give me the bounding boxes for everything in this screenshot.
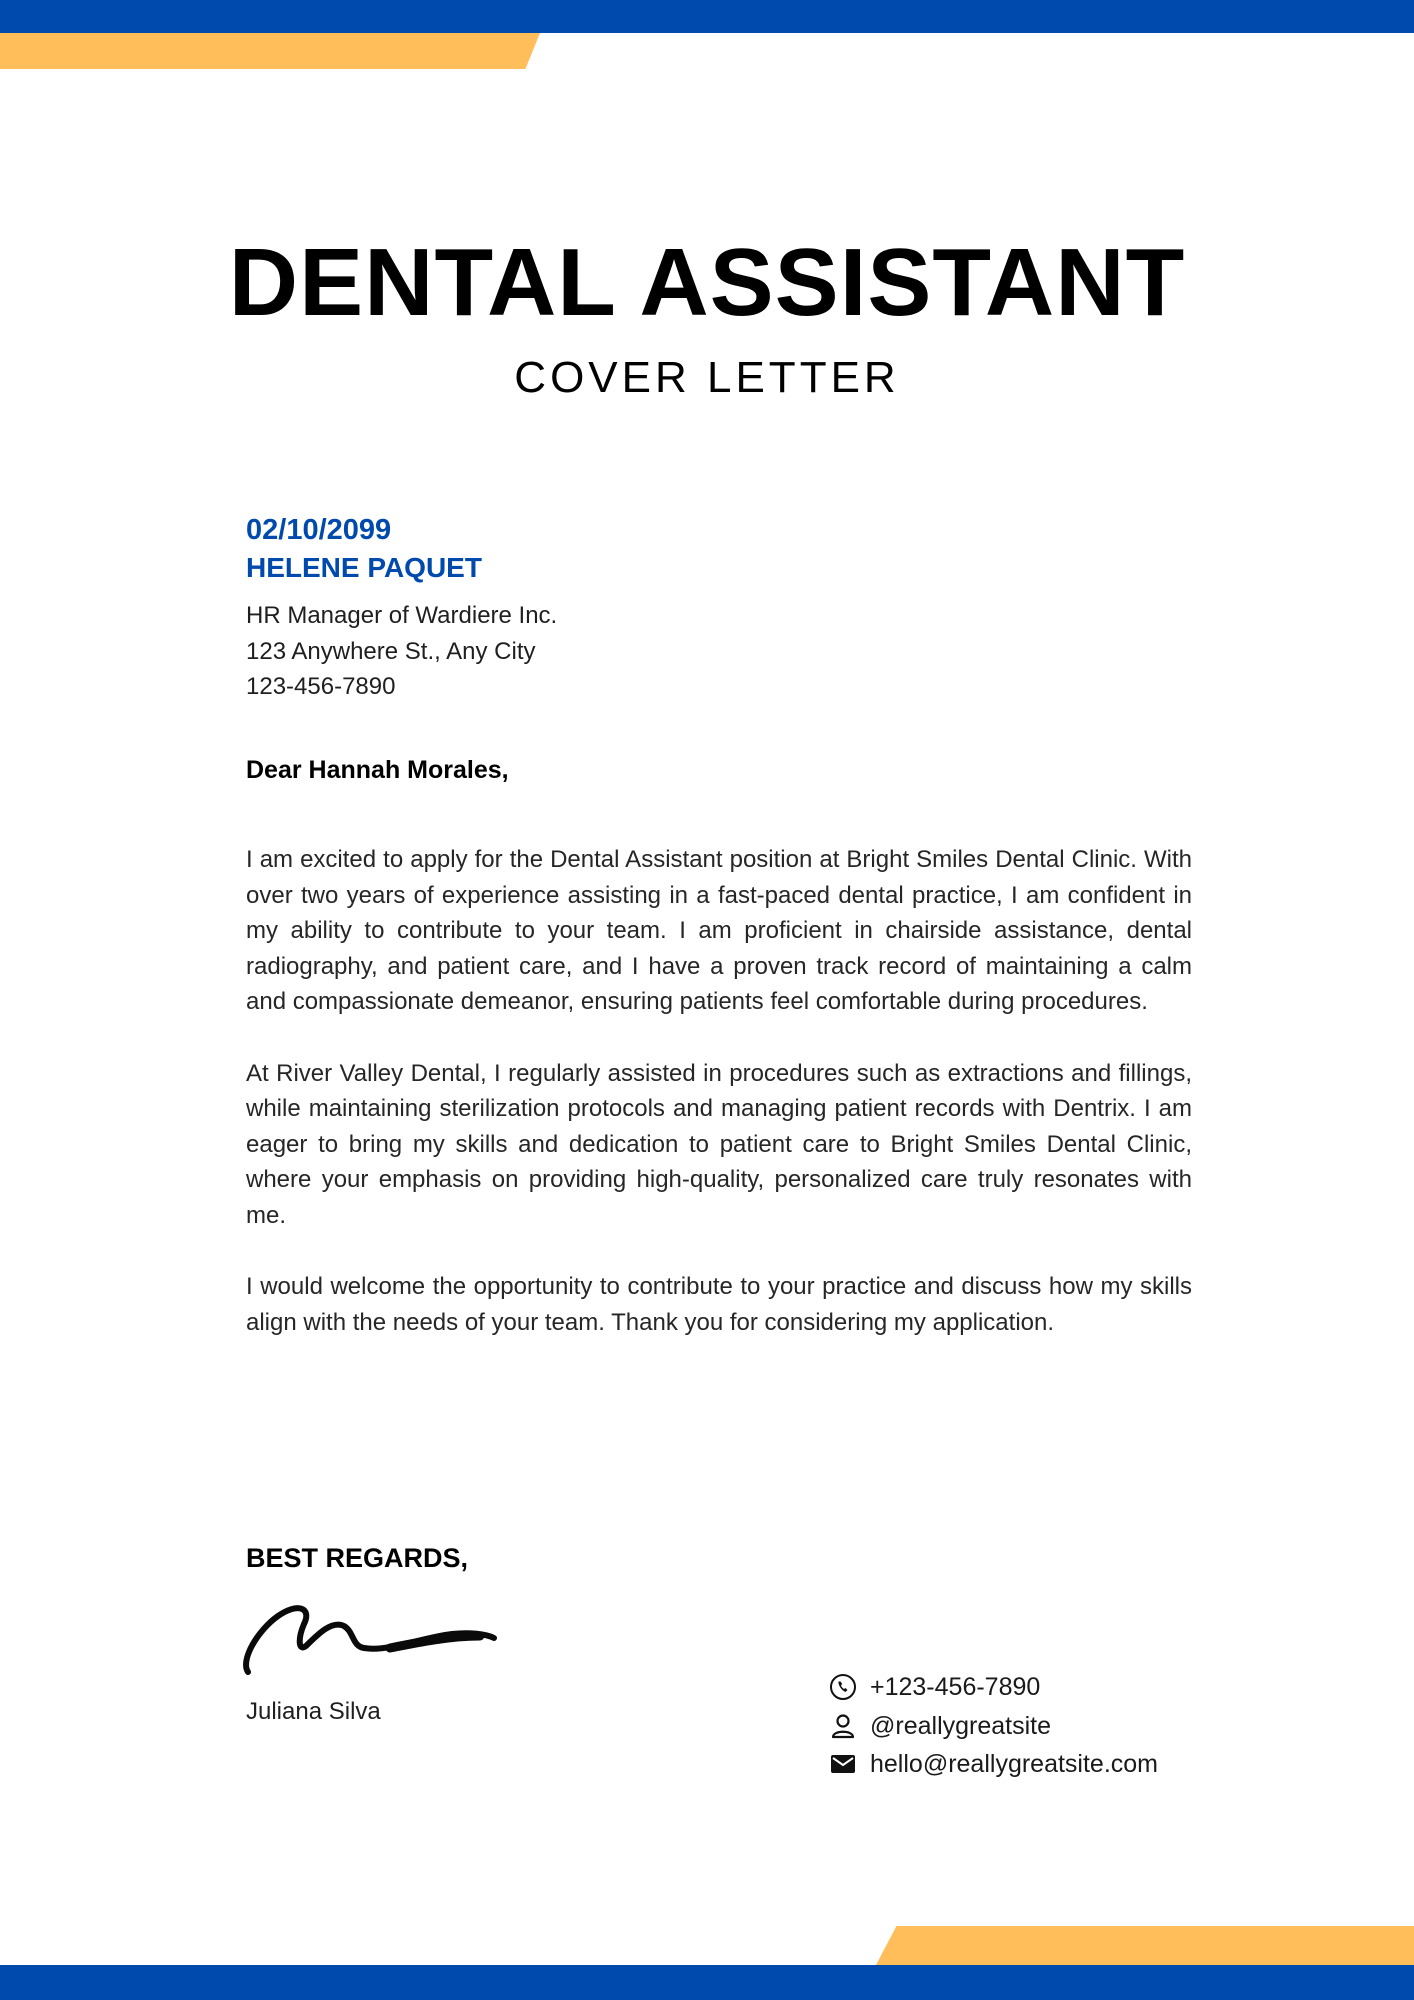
bottom-blue-bar bbox=[0, 1965, 1414, 2000]
body-paragraph: I would welcome the opportunity to contribute to your practice and discuss how my skills align with the needs of your team. Thank you for considering my application. bbox=[246, 1273, 1192, 1336]
top-blue-bar bbox=[0, 0, 1414, 33]
contact-phone-text: +123-456-7890 bbox=[870, 1673, 1041, 1702]
signer-name: Juliana Silva bbox=[246, 1698, 381, 1725]
contact-list bbox=[828, 1668, 1158, 1784]
recipient-phone: 123-456-7890 bbox=[246, 673, 396, 700]
salutation: Dear Hannah Morales, bbox=[246, 756, 509, 784]
contact-item-social[interactable] bbox=[828, 1707, 1158, 1746]
letter-date: 02/10/2099 bbox=[246, 514, 392, 546]
user-icon bbox=[828, 1711, 858, 1741]
top-yellow-accent bbox=[0, 33, 540, 69]
document-subtitle: COVER LETTER bbox=[514, 353, 900, 402]
recipient-name: HELENE PAQUET bbox=[246, 552, 482, 583]
body-paragraph: I am excited to apply for the Dental Assistant position at Bright Smiles Dental Clinic. With over two years of experience assisting in a fast-paced dental practice, I am confident in my ability to contribute to your team. I am proficient in chairside assistance, dental radiography, and patient care, and I have a proven track record of maintaining a calm and compassionate demeanor, ensuring patients feel comfortable during procedures. bbox=[246, 846, 1192, 1016]
recipient-address: 123 Anywhere St., Any City bbox=[246, 637, 536, 665]
contact-item-email[interactable] bbox=[828, 1745, 1158, 1784]
phone-icon bbox=[828, 1672, 858, 1702]
contact-email-text: hello@reallygreatsite.com bbox=[870, 1750, 1159, 1779]
body-paragraph: At River Valley Dental, I regularly assisted in procedures such as extractions and fillings, while maintaining sterilization protocols and managing patient records with Dentrix. I am eager to bring my skills and dedication to patient care to Bright Smiles Dental Clinic, where your emphasis on providing high-quality, personalized care truly resonates with me. bbox=[246, 1059, 1192, 1229]
mail-icon bbox=[828, 1749, 858, 1779]
closing-phrase: BEST REGARDS, bbox=[246, 1543, 469, 1573]
contact-social-text: @reallygreatsite bbox=[870, 1711, 1052, 1740]
document-title: DENTAL ASSISTANT bbox=[228, 229, 1186, 336]
recipient-title: HR Manager of Wardiere Inc. bbox=[246, 602, 558, 629]
recipient-address-block bbox=[246, 598, 557, 705]
contact-item-phone[interactable] bbox=[828, 1668, 1158, 1707]
letter-body bbox=[246, 842, 1192, 1376]
signature-image bbox=[240, 1590, 500, 1680]
bottom-yellow-accent bbox=[876, 1926, 1414, 1965]
